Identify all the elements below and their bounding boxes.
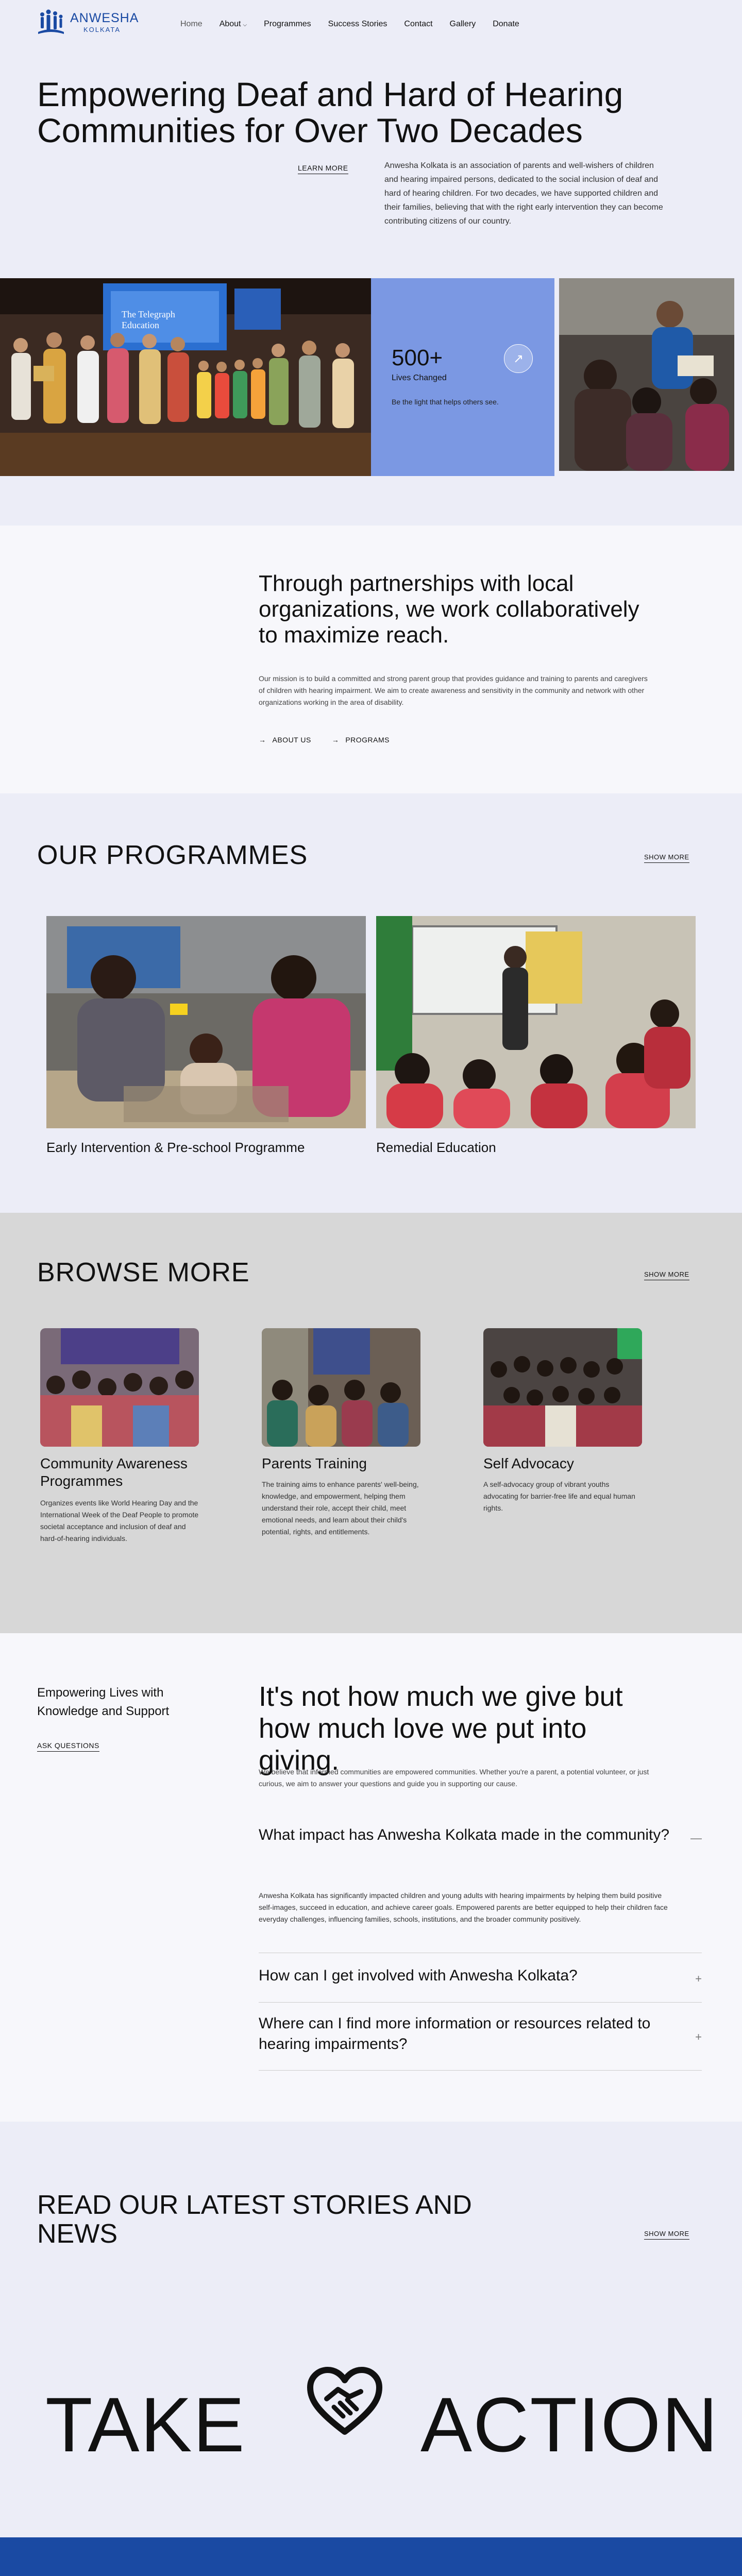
programmes-title: OUR PROGRAMMES — [37, 840, 308, 870]
stat-subtext: Be the light that helps others see. — [392, 398, 499, 406]
parents-training-photo[interactable] — [262, 1328, 420, 1447]
faq-question-text: What impact has Anwesha Kolkata made in the community? — [259, 1826, 670, 1843]
faq-question-2[interactable] — [259, 1965, 702, 1986]
programs-link[interactable] — [332, 736, 390, 744]
take-action-right: ACTION — [420, 2381, 719, 2468]
nav-contact[interactable]: Contact — [404, 20, 433, 28]
divider — [259, 2002, 702, 2003]
stories-show-more[interactable]: SHOW MORE — [644, 2230, 689, 2240]
chevron-down-icon: ⌵ — [243, 22, 247, 28]
card-description: The training aims to enhance parents' well-being, knowledge, and empowerment, helping them understand their role, accept their child, meet emotional needs, and learn about their child's potential, rights, and entitlements. — [262, 1480, 419, 1536]
hero-title: Empowering Deaf and Hard of Hearing Communities for Over Two Decades — [37, 75, 623, 149]
collapse-icon[interactable]: — — [690, 1832, 702, 1844]
banner-text: The Telegraph Education — [122, 309, 175, 330]
nav-programmes[interactable]: Programmes — [264, 20, 311, 28]
main-nav — [180, 20, 519, 29]
remedial-education-photo[interactable] — [376, 916, 696, 1128]
early-intervention-photo[interactable] — [46, 916, 366, 1128]
faq-intro: We believe that informed communities are empowered communities. Whether you're a parent, a potential volunteer, or just curious, we aim to answer your questions and guide you in supporting our cause. — [259, 1768, 649, 1788]
nav-about-label: About — [219, 20, 241, 28]
logo-people-icon — [36, 7, 66, 37]
arrow-right-icon: → — [331, 736, 340, 744]
faq-answer-1: Anwesha Kolkata has significantly impacted children and young adults with hearing impairments by helping them build positive self-images, succeed in education, and achieve career goals. Empowered parents are better equipped to help their children face everyday challenges, influencing families, schools, institutions, and the broader community positively. — [259, 1891, 668, 1923]
nav-success-stories[interactable]: Success Stories — [328, 20, 387, 28]
card-description: A self-advocacy group of vibrant youths advocating for barrier-free life and equal human rights. — [483, 1480, 635, 1512]
ask-questions-link[interactable]: ASK QUESTIONS — [37, 1741, 99, 1752]
nav-gallery[interactable]: Gallery — [449, 20, 476, 28]
expand-icon[interactable]: + — [695, 2030, 702, 2043]
card-title[interactable]: Parents Training — [262, 1455, 367, 1471]
community-awareness-photo[interactable] — [40, 1328, 199, 1447]
logo-sub: KOLKATA — [83, 25, 121, 33]
programs-label: PROGRAMS — [345, 736, 390, 744]
site-footer — [0, 2537, 742, 2576]
card-description: Organizes events like World Hearing Day and the International Week of the Deaf People to promote societal acceptance and inclusion of deaf and hard-of-hearing individuals. — [40, 1499, 199, 1543]
faq-question-1[interactable] — [259, 1825, 702, 1845]
learn-more-link[interactable]: LEARN MORE — [298, 164, 348, 174]
faq-question-3[interactable] — [259, 2013, 702, 2055]
card-title[interactable]: Self Advocacy — [483, 1455, 574, 1471]
hero-description: Anwesha Kolkata is an association of parents and well-wishers of children and hearing impaired persons, dedicated to the social inclusion of deaf and hard of hearing children. For two decades, we have supported children and their families, believing that with the right early intervention they can become contributing citizens of our country. — [384, 161, 663, 226]
site-header — [0, 0, 742, 49]
logo-name: ANWESHA — [70, 10, 139, 25]
mission-section — [0, 526, 742, 793]
mission-description: Our mission is to build a committed and strong parent group that provides guidance and training to parents and caregivers of children with hearing impairment. We aim to create awareness and sensitivity in the community and network with other organizations working in the area of disability. — [259, 674, 648, 706]
stat-card — [371, 278, 554, 476]
nav-donate[interactable]: Donate — [493, 20, 519, 28]
self-advocacy-photo[interactable] — [483, 1328, 642, 1447]
stat-number: 500+ — [392, 345, 443, 370]
programme-caption[interactable]: Remedial Education — [376, 1140, 496, 1155]
handshake-heart-icon[interactable] — [307, 2367, 382, 2437]
stories-title: READ OUR LATEST STORIES AND NEWS — [37, 2190, 472, 2249]
faq-question-text: Where can I find more information or resources related to hearing impairments? — [259, 2015, 651, 2053]
arrow-up-right-icon[interactable]: ↗ — [504, 344, 533, 373]
about-us-label: ABOUT US — [272, 736, 311, 744]
mission-links — [259, 736, 390, 744]
stat-label: Lives Changed — [392, 374, 447, 382]
programme-caption[interactable]: Early Intervention & Pre-school Programme — [46, 1140, 305, 1155]
hero-gallery — [0, 278, 742, 476]
nav-about[interactable] — [220, 20, 247, 29]
nav-home[interactable]: Home — [180, 20, 203, 28]
about-us-link[interactable] — [259, 736, 311, 744]
faq-title: It's not how much we give but how much love we put into giving. — [259, 1681, 623, 1776]
expand-icon[interactable]: + — [695, 1972, 702, 1985]
divider — [259, 2070, 702, 2071]
mission-title: Through partnerships with local organizations, we work collaboratively to maximize reach. — [259, 571, 639, 648]
browse-show-more[interactable]: SHOW MORE — [644, 1270, 689, 1280]
faq-side-title: Empowering Lives with Knowledge and Support — [37, 1686, 170, 1718]
arrow-right-icon: → — [259, 736, 266, 744]
classroom-photo — [559, 278, 734, 471]
faq-question-text: How can I get involved with Anwesha Kolkata? — [259, 1967, 578, 1984]
logo[interactable] — [36, 7, 139, 37]
card-title[interactable]: Community Awareness Programmes — [40, 1455, 188, 1489]
take-action-left: TAKE — [45, 2381, 246, 2468]
browse-more-title: BROWSE MORE — [37, 1258, 250, 1287]
programmes-show-more[interactable]: SHOW MORE — [644, 853, 689, 863]
award-ceremony-photo — [0, 278, 371, 476]
